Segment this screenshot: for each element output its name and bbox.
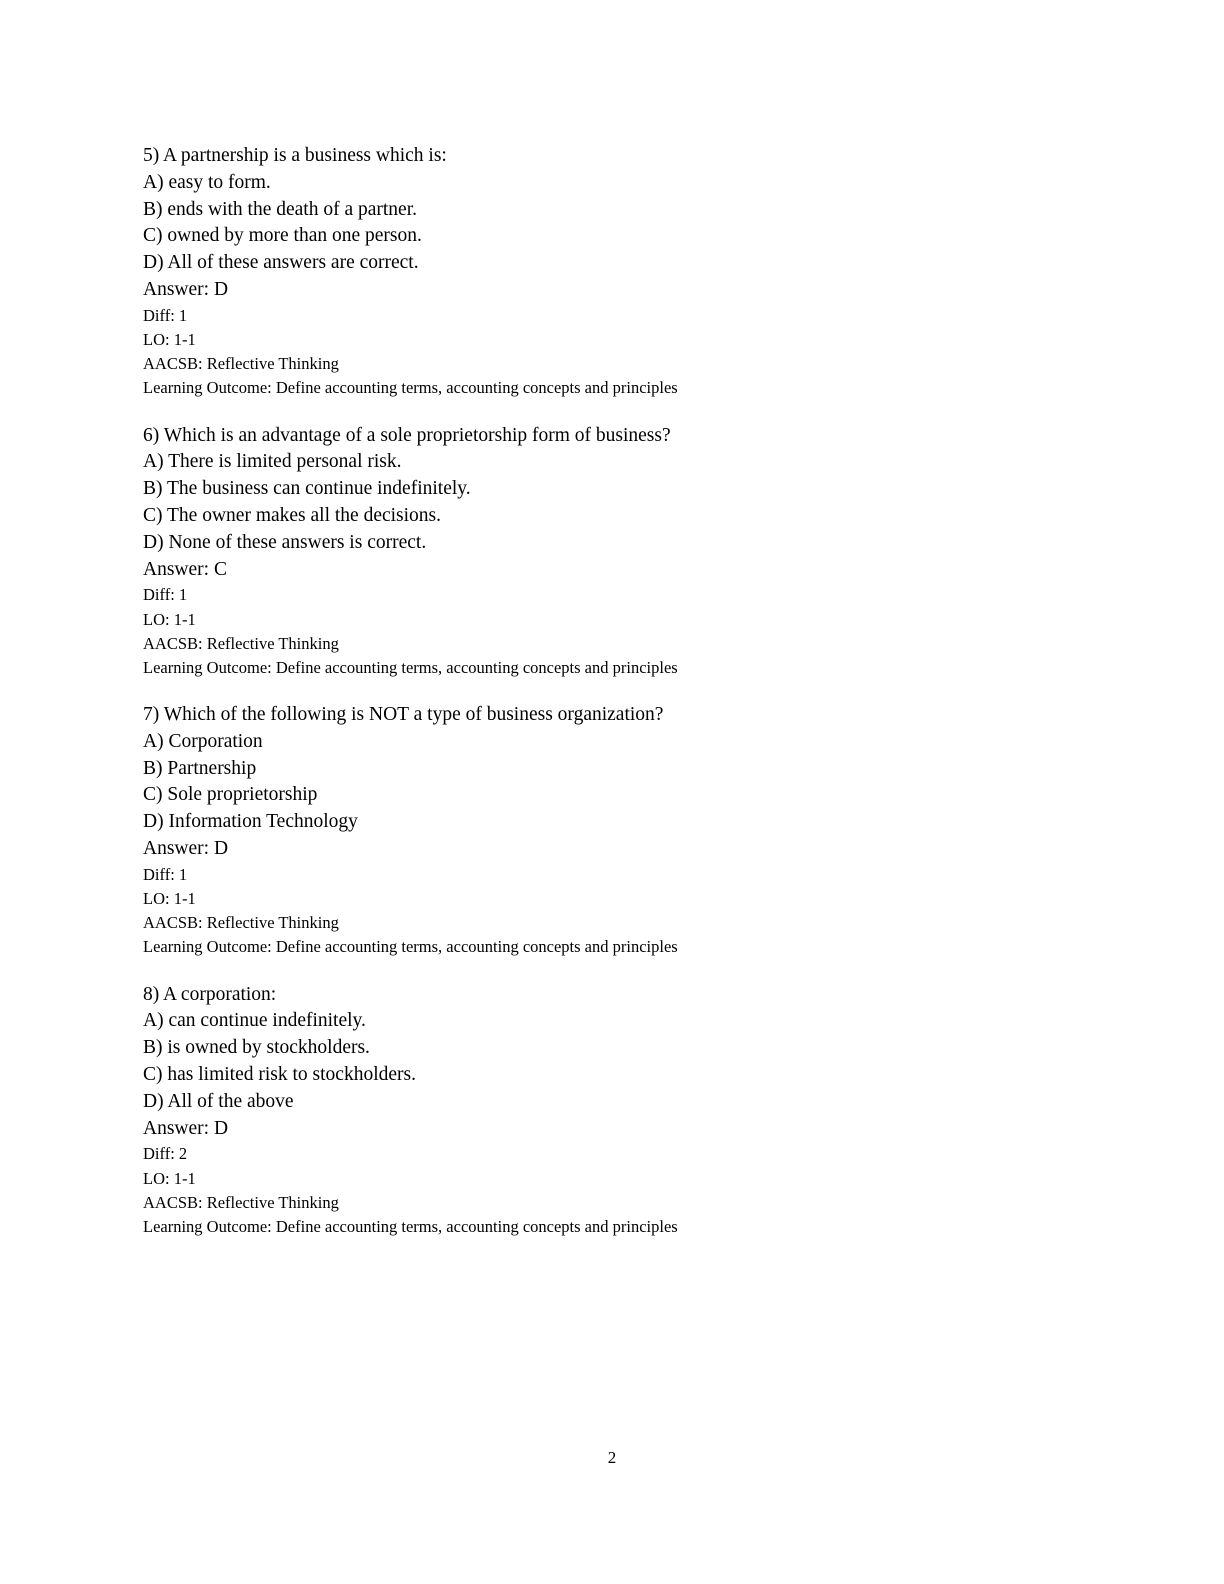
option-d: D) None of these answers is correct. [143, 531, 427, 553]
aacsb: AACSB: Reflective Thinking [143, 354, 339, 374]
question-stem: 7) Which of the following is NOT a type of business organization? [143, 704, 664, 726]
option-c: C) Sole proprietorship [143, 784, 318, 806]
question-stem: 5) A partnership is a business which is: [143, 145, 447, 166]
option-b: B) Partnership [143, 757, 257, 779]
answer: Answer: D [143, 838, 229, 860]
page-number: 2 [607, 1448, 617, 1467]
option-c: C) The owner makes all the decisions. [143, 504, 442, 526]
difficulty: Diff: 1 [143, 305, 188, 325]
question-list [143, 143, 1043, 1261]
question-5 [143, 143, 1043, 401]
option-a: A) can continue indefinitely. [143, 1010, 366, 1032]
question-stem: 8) A corporation: [143, 983, 277, 1005]
answer: Answer: D [143, 278, 229, 300]
learning-outcome: Learning Outcome: Define accounting terms, accounting concepts and principles [143, 937, 678, 957]
difficulty: Diff: 1 [143, 585, 188, 605]
learning-outcome: Learning Outcome: Define accounting terms, accounting concepts and principles [143, 657, 678, 677]
option-d: D) Information Technology [143, 811, 358, 833]
answer: Answer: D [143, 1117, 229, 1139]
learning-objective: LO: 1-1 [143, 889, 196, 909]
option-c: C) has limited risk to stockholders. [143, 1063, 416, 1085]
option-a: A) Corporation [143, 730, 263, 752]
option-b: B) ends with the death of a partner. [143, 198, 417, 220]
option-d: D) All of the above [143, 1090, 294, 1112]
learning-outcome: Learning Outcome: Define accounting terms, accounting concepts and principles [143, 378, 678, 398]
question-8 [143, 982, 1043, 1240]
aacsb: AACSB: Reflective Thinking [143, 1192, 339, 1212]
learning-outcome: Learning Outcome: Define accounting terms, accounting concepts and principles [143, 1216, 678, 1236]
option-a: A) There is limited personal risk. [143, 451, 402, 473]
question-stem: 6) Which is an advantage of a sole proprietorship form of business? [143, 424, 671, 446]
option-d: D) All of these answers are correct. [143, 252, 419, 274]
aacsb: AACSB: Reflective Thinking [143, 913, 339, 933]
question-6 [143, 423, 1043, 681]
learning-objective: LO: 1-1 [143, 1168, 196, 1188]
answer: Answer: C [143, 558, 227, 580]
difficulty: Diff: 1 [143, 864, 188, 884]
aacsb: AACSB: Reflective Thinking [143, 633, 339, 653]
option-c: C) owned by more than one person. [143, 225, 422, 247]
option-b: B) is owned by stockholders. [143, 1037, 370, 1059]
learning-objective: LO: 1-1 [143, 329, 196, 349]
difficulty: Diff: 2 [143, 1144, 188, 1164]
option-b: B) The business can continue indefinitely. [143, 478, 471, 500]
question-7 [143, 702, 1043, 960]
learning-objective: LO: 1-1 [143, 609, 196, 629]
option-a: A) easy to form. [143, 171, 271, 193]
